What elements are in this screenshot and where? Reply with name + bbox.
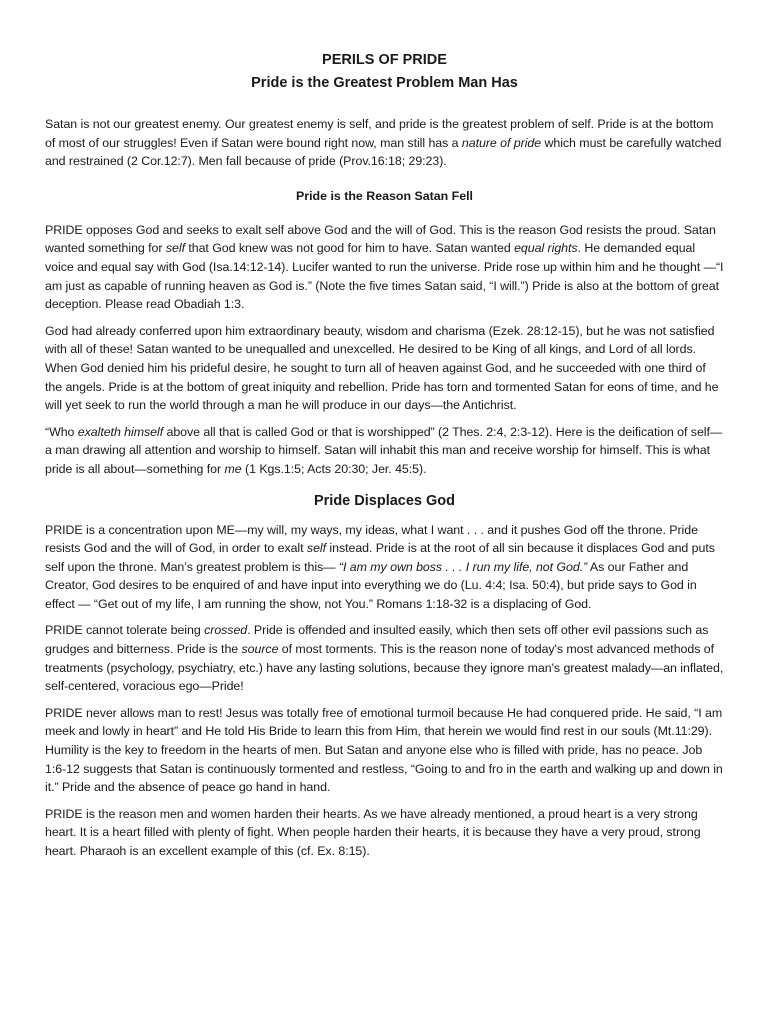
text-run: that God knew was not good for him to have. Satan wanted [184, 241, 515, 256]
emphasis-text: self [165, 241, 185, 256]
text-run: (1 Kgs.1:5; Acts 20:30; Jer. 45:5). [241, 461, 427, 476]
text-run: Satan is not our greatest enemy. Our greatest enemy is self, and pride is the greatest problem of self. Pride is at the bottom of most of our struggles! Even if Satan were bound right now, man still has a [45, 117, 714, 150]
emphasis-text: exalteth himself [77, 424, 164, 439]
emphasis-text: me [224, 461, 242, 476]
section-heading-satan-fell: Pride is the Reason Satan Fell [296, 188, 473, 203]
emphasis-text: “I am my own boss . . . I run my life, not God.” [338, 559, 588, 574]
emphasis-text: self [306, 541, 327, 556]
text-run: PRIDE cannot tolerate being [45, 623, 205, 638]
paragraph-conferred-beauty: God had already conferred upon him extraordinary beauty, wisdom and charisma (Ezek. 28:12-15), but he was not satisfied with all of these! Satan wanted to be unequalled and unexcelled. He desired to be King of all kings, and Lord of all lords. When God denied him his prideful desire, he sought to turn all of heaven against God, and he succeeded with one third of the angels. Pride is at the bottom of great iniquity and rebellion. Pride has torn and tormented Satan for eons of time, and he will yet seek to run the world through a man he will produce in our days—the Antichrist. [45, 323, 719, 413]
text-run: As our Father and Creator, God desires to be enquired of and have input into everything we do (Lu. 4:4; Isa. 50:4), but pride says to God in effect — “Get out of my life, I am running the show, not You.” Romans 1:18-32 is a displacing of God. [45, 559, 697, 611]
text-run: which must be carefully watched and restrained (2 Cor.12:7). Men fall because of pride (Prov.16:18; 29:23). [45, 135, 722, 169]
text-run: . He demanded equal voice and equal say with God (Isa.14:12-14). Lucifer wanted to run the universe. Pride rose up within him and he thought —“I am just as capable of running heaven as God is.” (Note the five times Satan said, “I will.”) Pride is also at the bottom of great deception. Please read Obadiah 1:3. [45, 241, 724, 312]
text-run: PRIDE opposes God and seeks to exalt self above God and the will of God. This is the reason God resists the proud. Satan wanted something for [45, 222, 716, 256]
document-subtitle: Pride is the Greatest Problem Man Has [251, 75, 518, 91]
emphasis-text: crossed [204, 623, 248, 638]
text-run: . Pride is offended and insulted easily, which then sets off other evil passions such as grudges and bitterness. Pride is the [45, 623, 709, 657]
text-run: of most torments. This is the reason none of today's most advanced methods of treatments (psychology, psychiatry, etc.) have any lasting solutions, because they ignore man's greatest malady—an inflated, self-centered, voracious ego—Pride! [45, 642, 724, 694]
intro-paragraph [45, 115, 724, 171]
text-run: “Who [45, 424, 78, 439]
paragraph-harden-hearts: PRIDE is the reason men and women harden their hearts. As we have already mentioned, a proud heart is a very strong heart. It is a heart filled with plenty of fight. When people harden their hearts, it is because they have a very proud, strong heart. Pharaoh is an excellent example of this (cf. Ex. 8:15). [45, 806, 701, 858]
paragraph-cannot-tolerate [45, 621, 724, 695]
emphasis-text: nature of pride [461, 135, 542, 150]
paragraph-pride-opposes-god [45, 221, 724, 314]
text-run: instead. Pride is at the root of all sin because it displaces God and puts self upon the throne. Man’s greatest problem is this— [45, 541, 715, 574]
emphasis-text: equal rights [514, 241, 578, 256]
document-title: PERILS OF PRIDE [322, 52, 447, 68]
paragraph-exalteth-himself [45, 423, 724, 479]
text-run: PRIDE is a concentration upon ME—my will, my ways, my ideas, what I want . . . and it pushes God off the throne. Pride resists God and the will of God, in order to exalt [45, 522, 698, 556]
text-run: above all that is called God or that is worshipped” (2 Thes. 2:4, 2:3-12). Here is the deification of self—a man drawing all attention and worship to himself. Satan will inhabit this man and receive worship for himself. This is what pride is all about—something for [45, 424, 723, 476]
section-heading-displaces-god: Pride Displaces God [313, 492, 456, 509]
paragraph-concentration-upon-me [45, 521, 724, 614]
emphasis-text: source [241, 642, 279, 657]
paragraph-never-allows-rest: PRIDE never allows man to rest! Jesus was totally free of emotional turmoil because He had conquered pride. He said, “I am meek and lowly in heart” and He told His Bride to learn this from Him, that herein we would find rest in our souls (Mt.11:29). Humility is the key to freedom in the hearts of men. But Satan and anyone else who is filled with pride, has no peace. Job 1:6-12 suggests that Satan is continuously tormented and restless, “Going to and fro in the earth and walking up and down in it.” Pride and the absence of peace go hand in hand. [45, 705, 723, 795]
